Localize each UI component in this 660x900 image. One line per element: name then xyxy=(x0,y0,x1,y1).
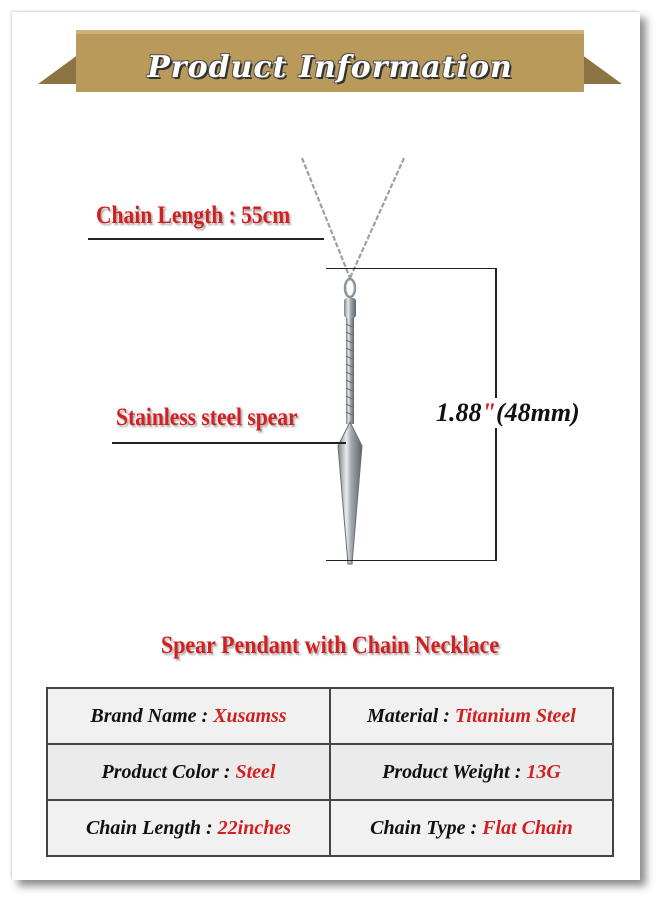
chain-length-leader xyxy=(88,238,324,240)
spec-value: Titanium Steel xyxy=(454,704,576,727)
spec-brand xyxy=(47,688,330,744)
spec-value: Steel xyxy=(235,760,276,783)
banner-title: Product Information xyxy=(147,50,513,85)
product-title: Spear Pendant with Chain Necklace xyxy=(160,632,500,659)
spec-weight xyxy=(330,744,613,800)
chain-right xyxy=(350,158,404,278)
chain-length-callout: Chain Length : 55cm xyxy=(96,202,291,229)
twisted-shaft xyxy=(346,318,354,424)
spec-chain-length xyxy=(47,800,330,856)
chain-left xyxy=(302,158,350,278)
spec-table xyxy=(46,687,614,857)
spec-label: Brand Name : xyxy=(90,704,214,727)
spec-label: Chain Type : xyxy=(370,816,483,839)
dimension-bottom-line xyxy=(326,560,496,561)
table-row xyxy=(47,800,613,856)
pendant-callout: Stainless steel spear xyxy=(116,404,298,431)
pendant-leader xyxy=(112,442,346,444)
spec-value: Xusamss xyxy=(213,704,287,727)
spec-value: 13G xyxy=(526,760,561,783)
spec-value: Flat Chain xyxy=(482,816,573,839)
spec-label: Product Weight : xyxy=(382,760,527,783)
dimension-metric: (48mm) xyxy=(495,398,580,427)
spec-material xyxy=(330,688,613,744)
spec-chain-type xyxy=(330,800,613,856)
spec-label: Product Color : xyxy=(101,760,236,783)
bail xyxy=(344,298,356,318)
spec-color xyxy=(47,744,330,800)
dimension-inch-mark: " xyxy=(481,398,496,427)
dimension-value: 1.88 xyxy=(436,398,482,427)
spec-label: Material : xyxy=(367,704,455,727)
table-row xyxy=(47,744,613,800)
spec-value: 22inches xyxy=(217,816,292,839)
spec-label: Chain Length : xyxy=(85,816,218,839)
jump-ring xyxy=(345,279,355,297)
table-row xyxy=(47,688,613,744)
dimension-top-line xyxy=(326,268,496,269)
dimension-label xyxy=(434,398,582,428)
